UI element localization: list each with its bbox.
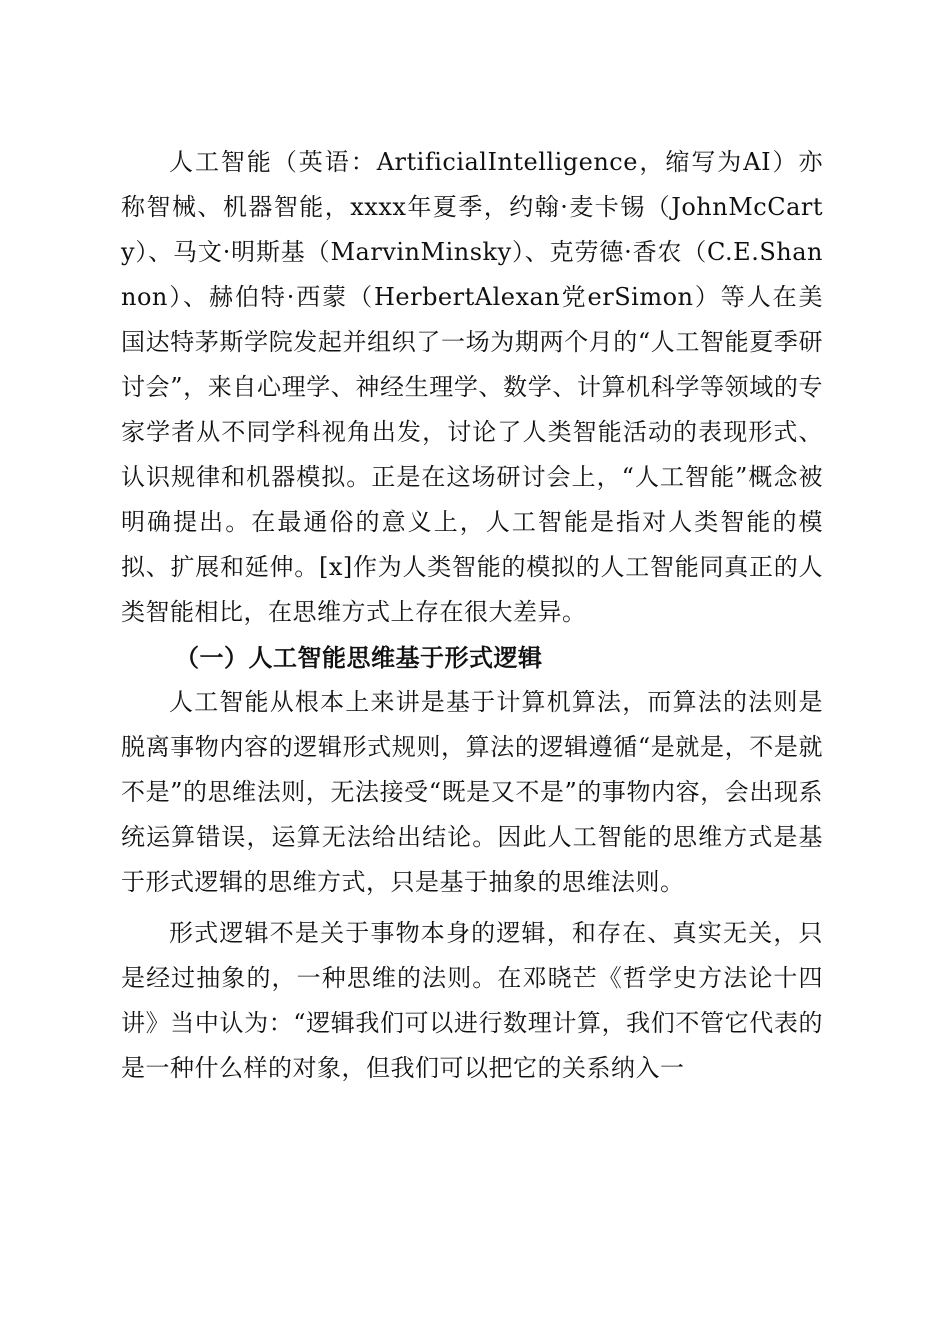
section-heading: （一）人工智能思维基于形式逻辑: [175, 643, 543, 672]
document-body: [121, 140, 823, 1091]
intro-paragraph: 人工智能（英语：ArtificialIntelligence，缩写为AI）亦称智械、机器智能，xxxx年夏季，约翰·麦卡锡（JohnMcCarty）、马文·明斯基（MarvinMinsky）、克劳德·香农（C.E.Shannon）、赫伯特·西蒙（HerbertAlexan党erSimon）等人在美国达特茅斯学院发起并组织了一场为期两个月的“人工智能夏季研讨会”，来自心理学、神经生理学、数学、计算机科学等领域的专家学者从不同学科视角出发，讨论了人类智能活动的表现形式、认识规律和机器模拟。正是在这场研讨会上，“人工智能”概念被明确提出。在最通俗的意义上，人工智能是指对人类智能的模拟、扩展和延伸。[x]作为人类智能的模拟的人工智能同真正的人类智能相比，在思维方式上存在很大差异。: [121, 148, 823, 626]
body-paragraph: 形式逻辑不是关于事物本身的逻辑，和存在、真实无关，只是经过抽象的，一种思维的法则。在邓晓芒《哲学史方法论十四讲》当中认为：“逻辑我们可以进行数理计算，我们不管它代表的是一种什么样的对象，但我们可以把它的关系纳入一: [121, 919, 823, 1082]
body-paragraph: 人工智能从根本上来讲是基于计算机算法，而算法的法则是脱离事物内容的逻辑形式规则，算法的逻辑遵循“是就是，不是就不是”的思维法则，无法接受“既是又不是”的事物内容，会出现系统运算错误，运算无法给出结论。因此人工智能的思维方式是基于形式逻辑的思维方式，只是基于抽象的思维法则。: [121, 688, 823, 896]
